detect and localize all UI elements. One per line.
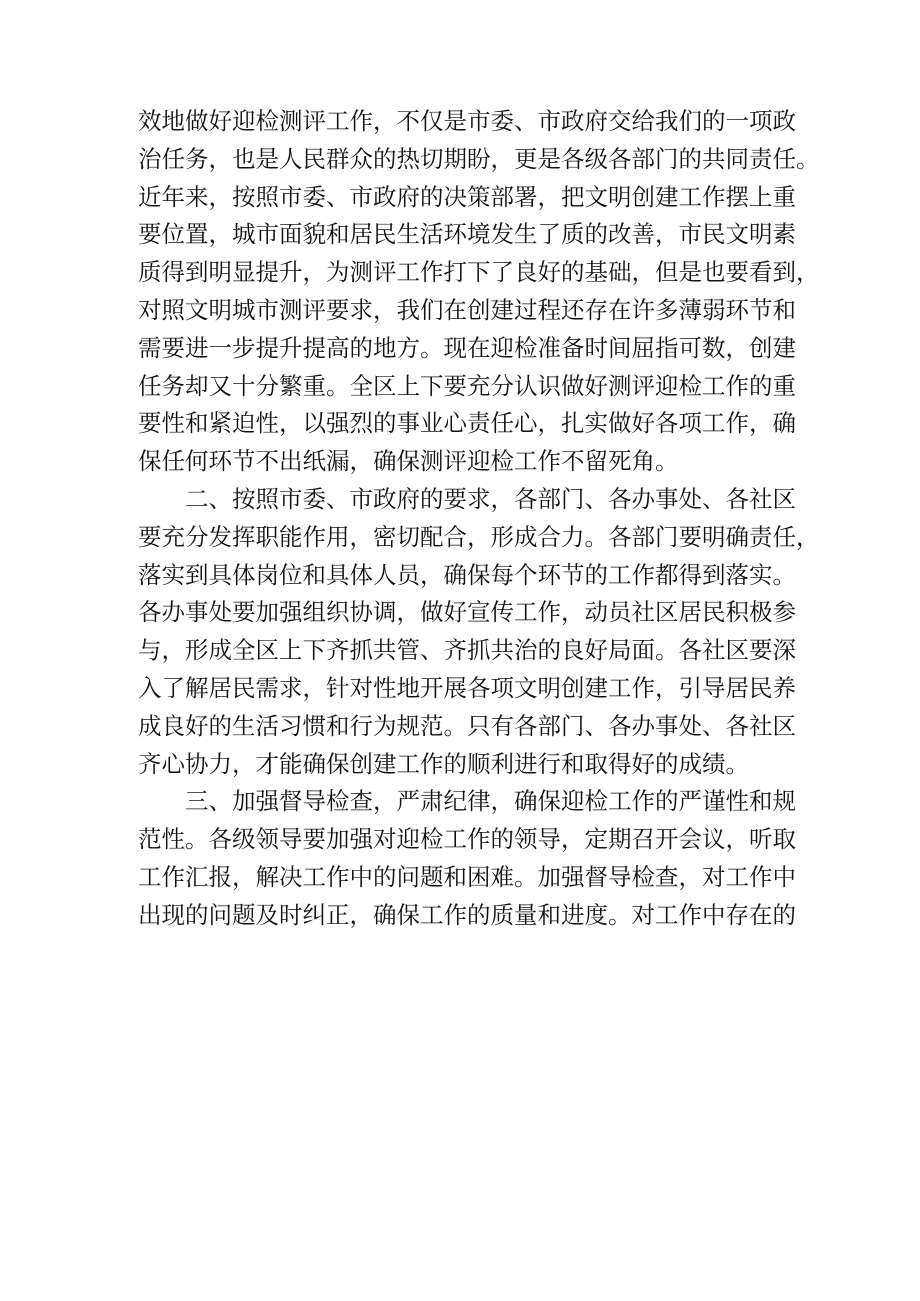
text-line: 要充分发挥职能作用，密切配合，形成合力。各部门要明确责任， (138, 522, 820, 551)
text-line: 成良好的生活习惯和行为规范。只有各部门、各办事处、各社区 (138, 711, 796, 740)
text-line: 保任何环节不出纸漏，确保测评迎检工作不留死角。 (138, 447, 679, 476)
text-line: 各办事处要加强组织协调，做好宣传工作，动员社区居民积极参 (138, 598, 796, 627)
text-line: 要位置，城市面貌和居民生活环境发生了质的改善，市民文明素 (138, 220, 796, 249)
text-line: 需要进一步提升提高的地方。现在迎检准备时间屈指可数，创建 (138, 333, 796, 362)
text-line: 与，形成全区上下齐抓共管、齐抓共治的良好局面。各社区要深 (138, 636, 796, 665)
text-line: 二、按照市委、市政府的要求，各部门、各办事处、各社区 (138, 484, 796, 513)
text-line: 质得到明显提升，为测评工作打下了良好的基础，但是也要看到， (138, 258, 820, 287)
text-line: 三、加强督导检查，严肃纪律，确保迎检工作的严谨性和规 (138, 787, 796, 816)
paragraph-2 (138, 481, 820, 783)
document-body (138, 103, 820, 935)
text-line: 落实到具体岗位和具体人员，确保每个环节的工作都得到落实。 (138, 560, 796, 589)
text-line: 出现的问题及时纠正，确保工作的质量和进度。对工作中存在的 (138, 900, 796, 929)
text-line: 工作汇报，解决工作中的问题和困难。加强督导检查，对工作中 (138, 862, 796, 891)
text-line: 任务却又十分繁重。全区上下要充分认识做好测评迎检工作的重 (138, 371, 796, 400)
text-line: 范性。各级领导要加强对迎检工作的领导，定期召开会议，听取 (138, 825, 796, 854)
text-line: 对照文明城市测评要求，我们在创建过程还存在许多薄弱环节和 (138, 295, 796, 324)
text-line: 要性和紧迫性，以强烈的事业心责任心，扎实做好各项工作，确 (138, 409, 796, 438)
paragraph-1 (138, 103, 820, 481)
text-line: 近年来，按照市委、市政府的决策部署，把文明创建工作摆上重 (138, 182, 796, 211)
paragraph-3 (138, 783, 796, 934)
text-line: 齐心协力，才能确保创建工作的顺利进行和取得好的成绩。 (138, 749, 749, 778)
text-line: 入了解居民需求，针对性地开展各项文明创建工作，引导居民养 (138, 673, 796, 702)
text-line: 治任务，也是人民群众的热切期盼，更是各级各部门的共同责任。 (138, 144, 820, 173)
text-line: 效地做好迎检测评工作，不仅是市委、市政府交给我们的一项政 (138, 107, 796, 135)
